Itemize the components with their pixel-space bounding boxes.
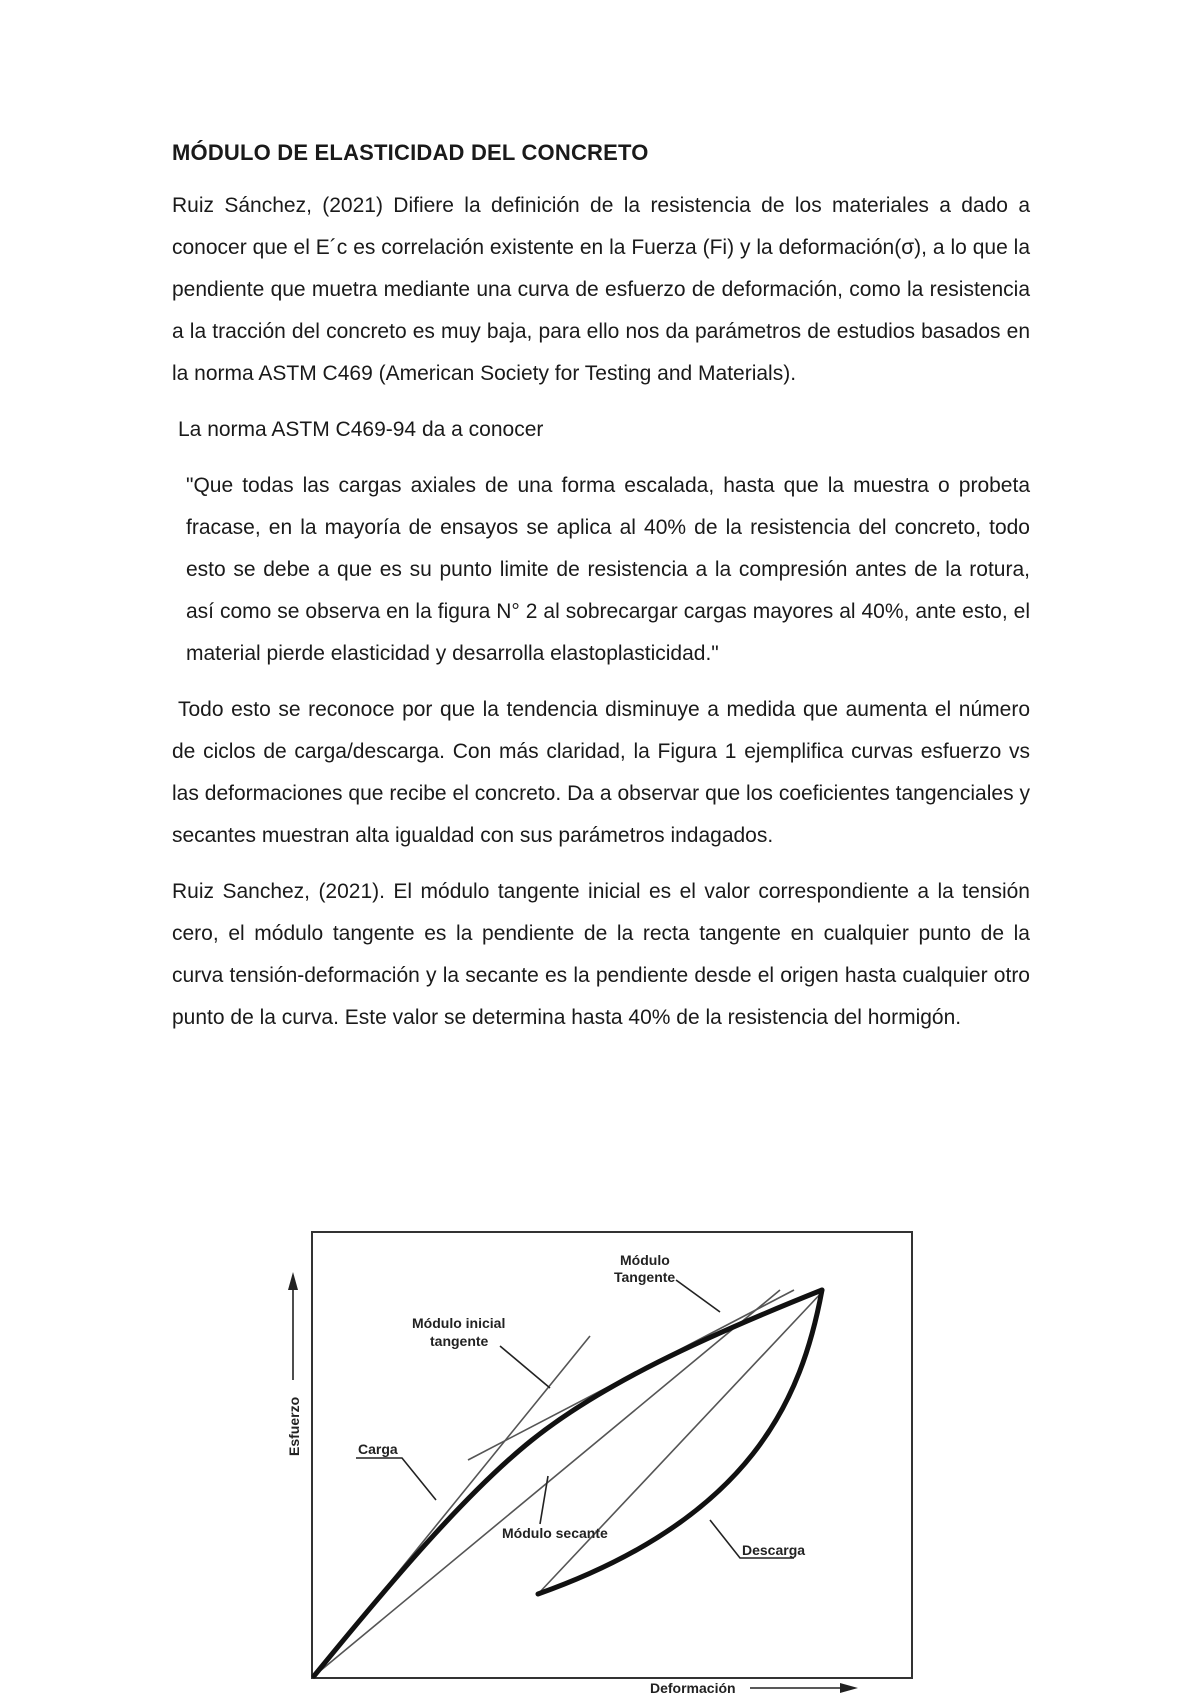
x-axis-arrowhead	[840, 1683, 858, 1693]
pointer-secant-modulus	[540, 1476, 548, 1524]
document-title: MÓDULO DE ELASTICIDAD DEL CONCRETO	[172, 140, 649, 165]
label-initial-tangent-2: tangente	[430, 1333, 489, 1349]
x-axis-label: Deformación	[650, 1680, 736, 1696]
stress-strain-figure	[282, 1228, 918, 1696]
y-axis-label: Esfuerzo	[286, 1396, 302, 1456]
paragraph-3: Todo esto se reconoce por que la tendencia disminuye a medida que aumenta el número de ciclos de carga/descarga. Con más claridad, la Figura 1 ejemplifica curvas esfuerzo vs las deformaciones que recibe el concreto. Da a observar que los coeficientes tangenciales y secantes muestran alta igualdad con sus parámetros indagados.	[172, 698, 1030, 847]
label-tangent-modulus-2: Tangente	[614, 1269, 676, 1285]
stress-strain-diagram	[282, 1228, 918, 1696]
y-axis-arrowhead	[288, 1272, 298, 1290]
paragraph-4: Ruiz Sanchez, (2021). El módulo tangente inicial es el valor correspondiente a la tensión cero, el módulo tangente es la pendiente de la recta tangente en cualquier punto de la curva tensión-deformación y la secante es la pendiente desde el origen hasta cualquier otro punto de la curva. Este valor se determina hasta 40% de la resistencia del hormigón.	[172, 880, 1030, 1029]
paragraph-1: Ruiz Sánchez, (2021) Difiere la definición de la resistencia de los materiales a dado a conocer que el E´c es correlación existente en la Fuerza (Fi) y la deformación(σ), a lo que la pendiente que muetra mediante una curva de esfuerzo de deformación, como la resistencia a la tracción del concreto es muy baja, para ello nos da parámetros de estudios basados en la norma ASTM C469 (American Society for Testing and Materials).	[172, 194, 1030, 385]
intro-line: La norma ASTM C469-94 da a conocer	[178, 418, 544, 441]
label-unloading: Descarga	[742, 1542, 806, 1558]
block-quote: "Que todas las cargas axiales de una forma escalada, hasta que la muestra o probeta fracase, en la mayoría de ensayos se aplica al 40% de la resistencia del concreto, todo esto se debe a que es su punto limite de resistencia a la compresión antes de la rotura, así como se observa en la figura N° 2 al sobrecargar cargas mayores al 40%, ante esto, el material pierde elasticidad y desarrolla elastoplasticidad."	[186, 474, 1030, 665]
label-loading: Carga	[358, 1441, 398, 1457]
pointer-tangent-modulus	[676, 1280, 720, 1312]
document-body	[172, 140, 1030, 1039]
label-tangent-modulus-1: Módulo	[620, 1252, 670, 1268]
label-secant-modulus: Módulo secante	[502, 1525, 608, 1541]
label-initial-tangent-1: Módulo inicial	[412, 1315, 506, 1331]
pointer-loading	[356, 1458, 436, 1500]
loading-curve	[314, 1290, 822, 1676]
pointer-initial-tangent	[500, 1346, 550, 1388]
